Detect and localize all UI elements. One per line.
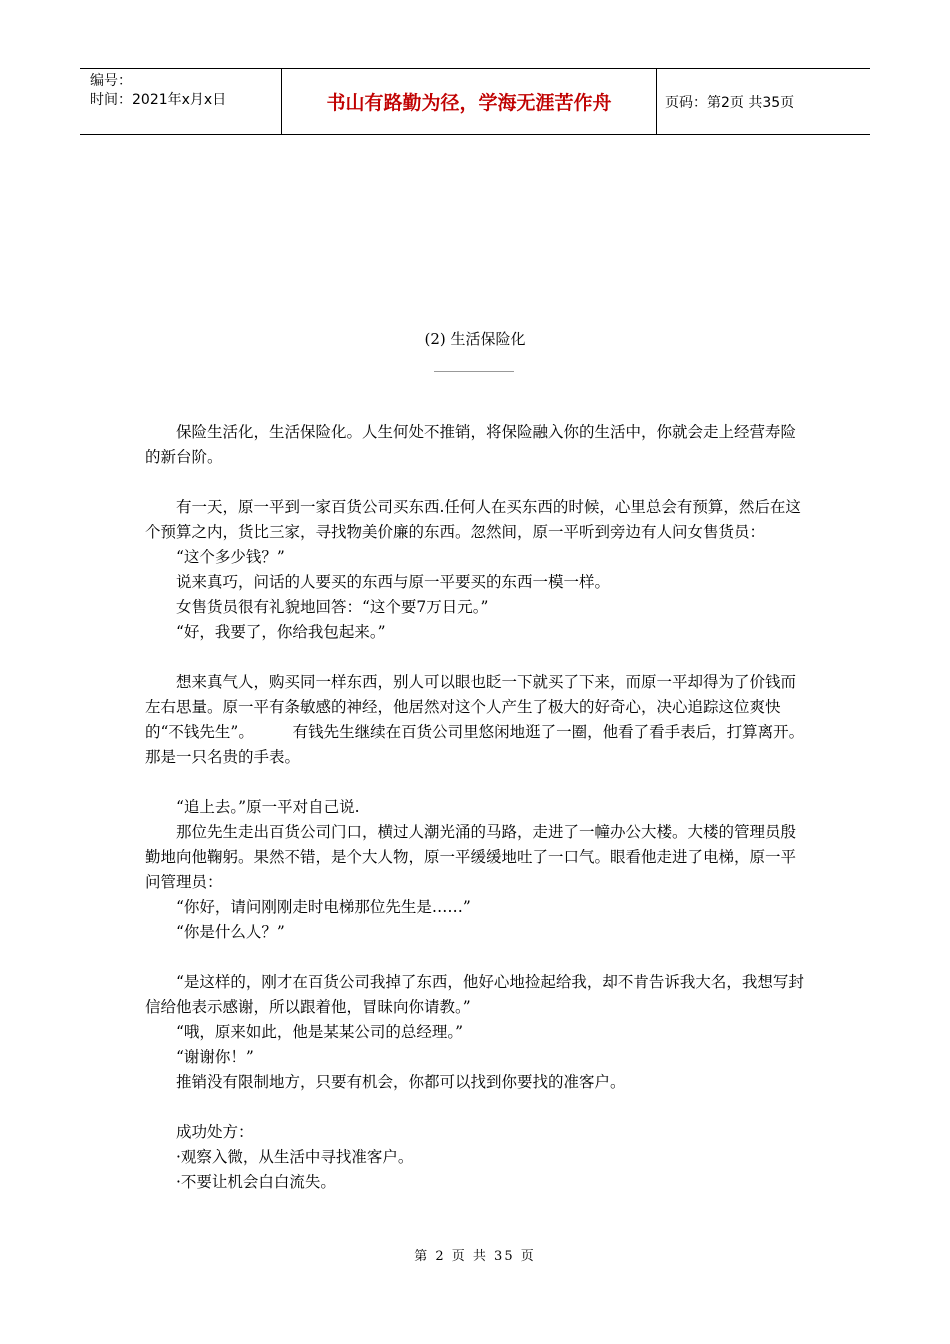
paragraph: 有一天，原一平到一家百货公司买东西.任何人在买东西的时候，心里总会有预算，然后在这个预算之内，货比三家，寻找物美价廉的东西。忽然间，原一平听到旁边有人问女售货员： [145,498,801,541]
title-divider [434,371,514,372]
paragraph-gap [145,945,805,970]
header-motto: 书山有路勤为径，学海无涯苦作舟 [282,69,657,134]
header-page-info: 页码：第2页 共35页 [665,94,795,111]
paragraph: “你是什么人？” [176,923,285,941]
document-body [145,420,805,1195]
document-header [80,68,870,135]
paragraph: 成功处方： [176,1123,254,1141]
paragraph: “谢谢你！” [176,1048,254,1066]
paragraph: 那位先生走出百货公司门口，横过人潮光涌的马路，走进了一幢办公大楼。大楼的管理员殷勤地向他鞠躬。果然不错，是个大人物，原一平缓缓地吐了一口气。眼看他走进了电梯，原一平问管理员： [145,823,797,891]
paragraph-gap [145,1095,805,1120]
paragraph: 女售货员很有礼貌地回答：“这个要7万日元。” [176,598,489,616]
paragraph: “哦，原来如此，他是某某公司的总经理。” [176,1023,464,1041]
paragraph: 推销没有限制地方，只要有机会，你都可以找到你要找的准客户。 [176,1073,626,1091]
page-footer: 第 2 页 共 35 页 [414,1249,536,1264]
paragraph-gap [145,645,805,670]
paragraph: 保险生活化，生活保险化。人生何处不推销，将保险融入你的生活中，你就会走上经营寿险的新台阶。 [145,423,797,466]
paragraph-gap [145,770,805,795]
paragraph-gap [145,470,805,495]
time-label: 时间：2021年x月x日 [90,92,227,108]
number-label: 编号： [90,73,132,89]
paragraph: “好，我要了，你给我包起来。” [176,623,386,641]
paragraph: ·观察入微，从生活中寻找准客户。 [176,1148,414,1166]
paragraph: 想来真气人，购买同一样东西，别人可以眼也眨一下就买了下来，而原一平却得为了价钱而左右思量。原一平有条敏感的神经，他居然对这个人产生了极大的好奇心，决心追踪这位爽快的“不钱先生”。 有钱先生继续在百货公司里悠闲地逛了一圈，他看了看手表后，打算离开。那是一只名贵的手表。 [145,673,805,766]
section-title: (2) 生活保险化 [424,330,526,348]
header-meta [80,69,282,134]
paragraph: “你好，请问刚刚走时电梯那位先生是……” [176,898,471,916]
paragraph: 说来真巧，问话的人要买的东西与原一平要买的东西一模一样。 [176,573,611,591]
paragraph: “是这样的，刚才在百货公司我掉了东西，他好心地捡起给我，却不肯告诉我大名，我想写封信给他表示感谢，所以跟着他，冒昧向你请教。” [145,973,804,1016]
paragraph: “追上去。”原一平对自己说. [176,798,360,816]
paragraph: ·不要让机会白白流失。 [176,1173,336,1191]
paragraph: “这个多少钱？” [176,548,285,566]
